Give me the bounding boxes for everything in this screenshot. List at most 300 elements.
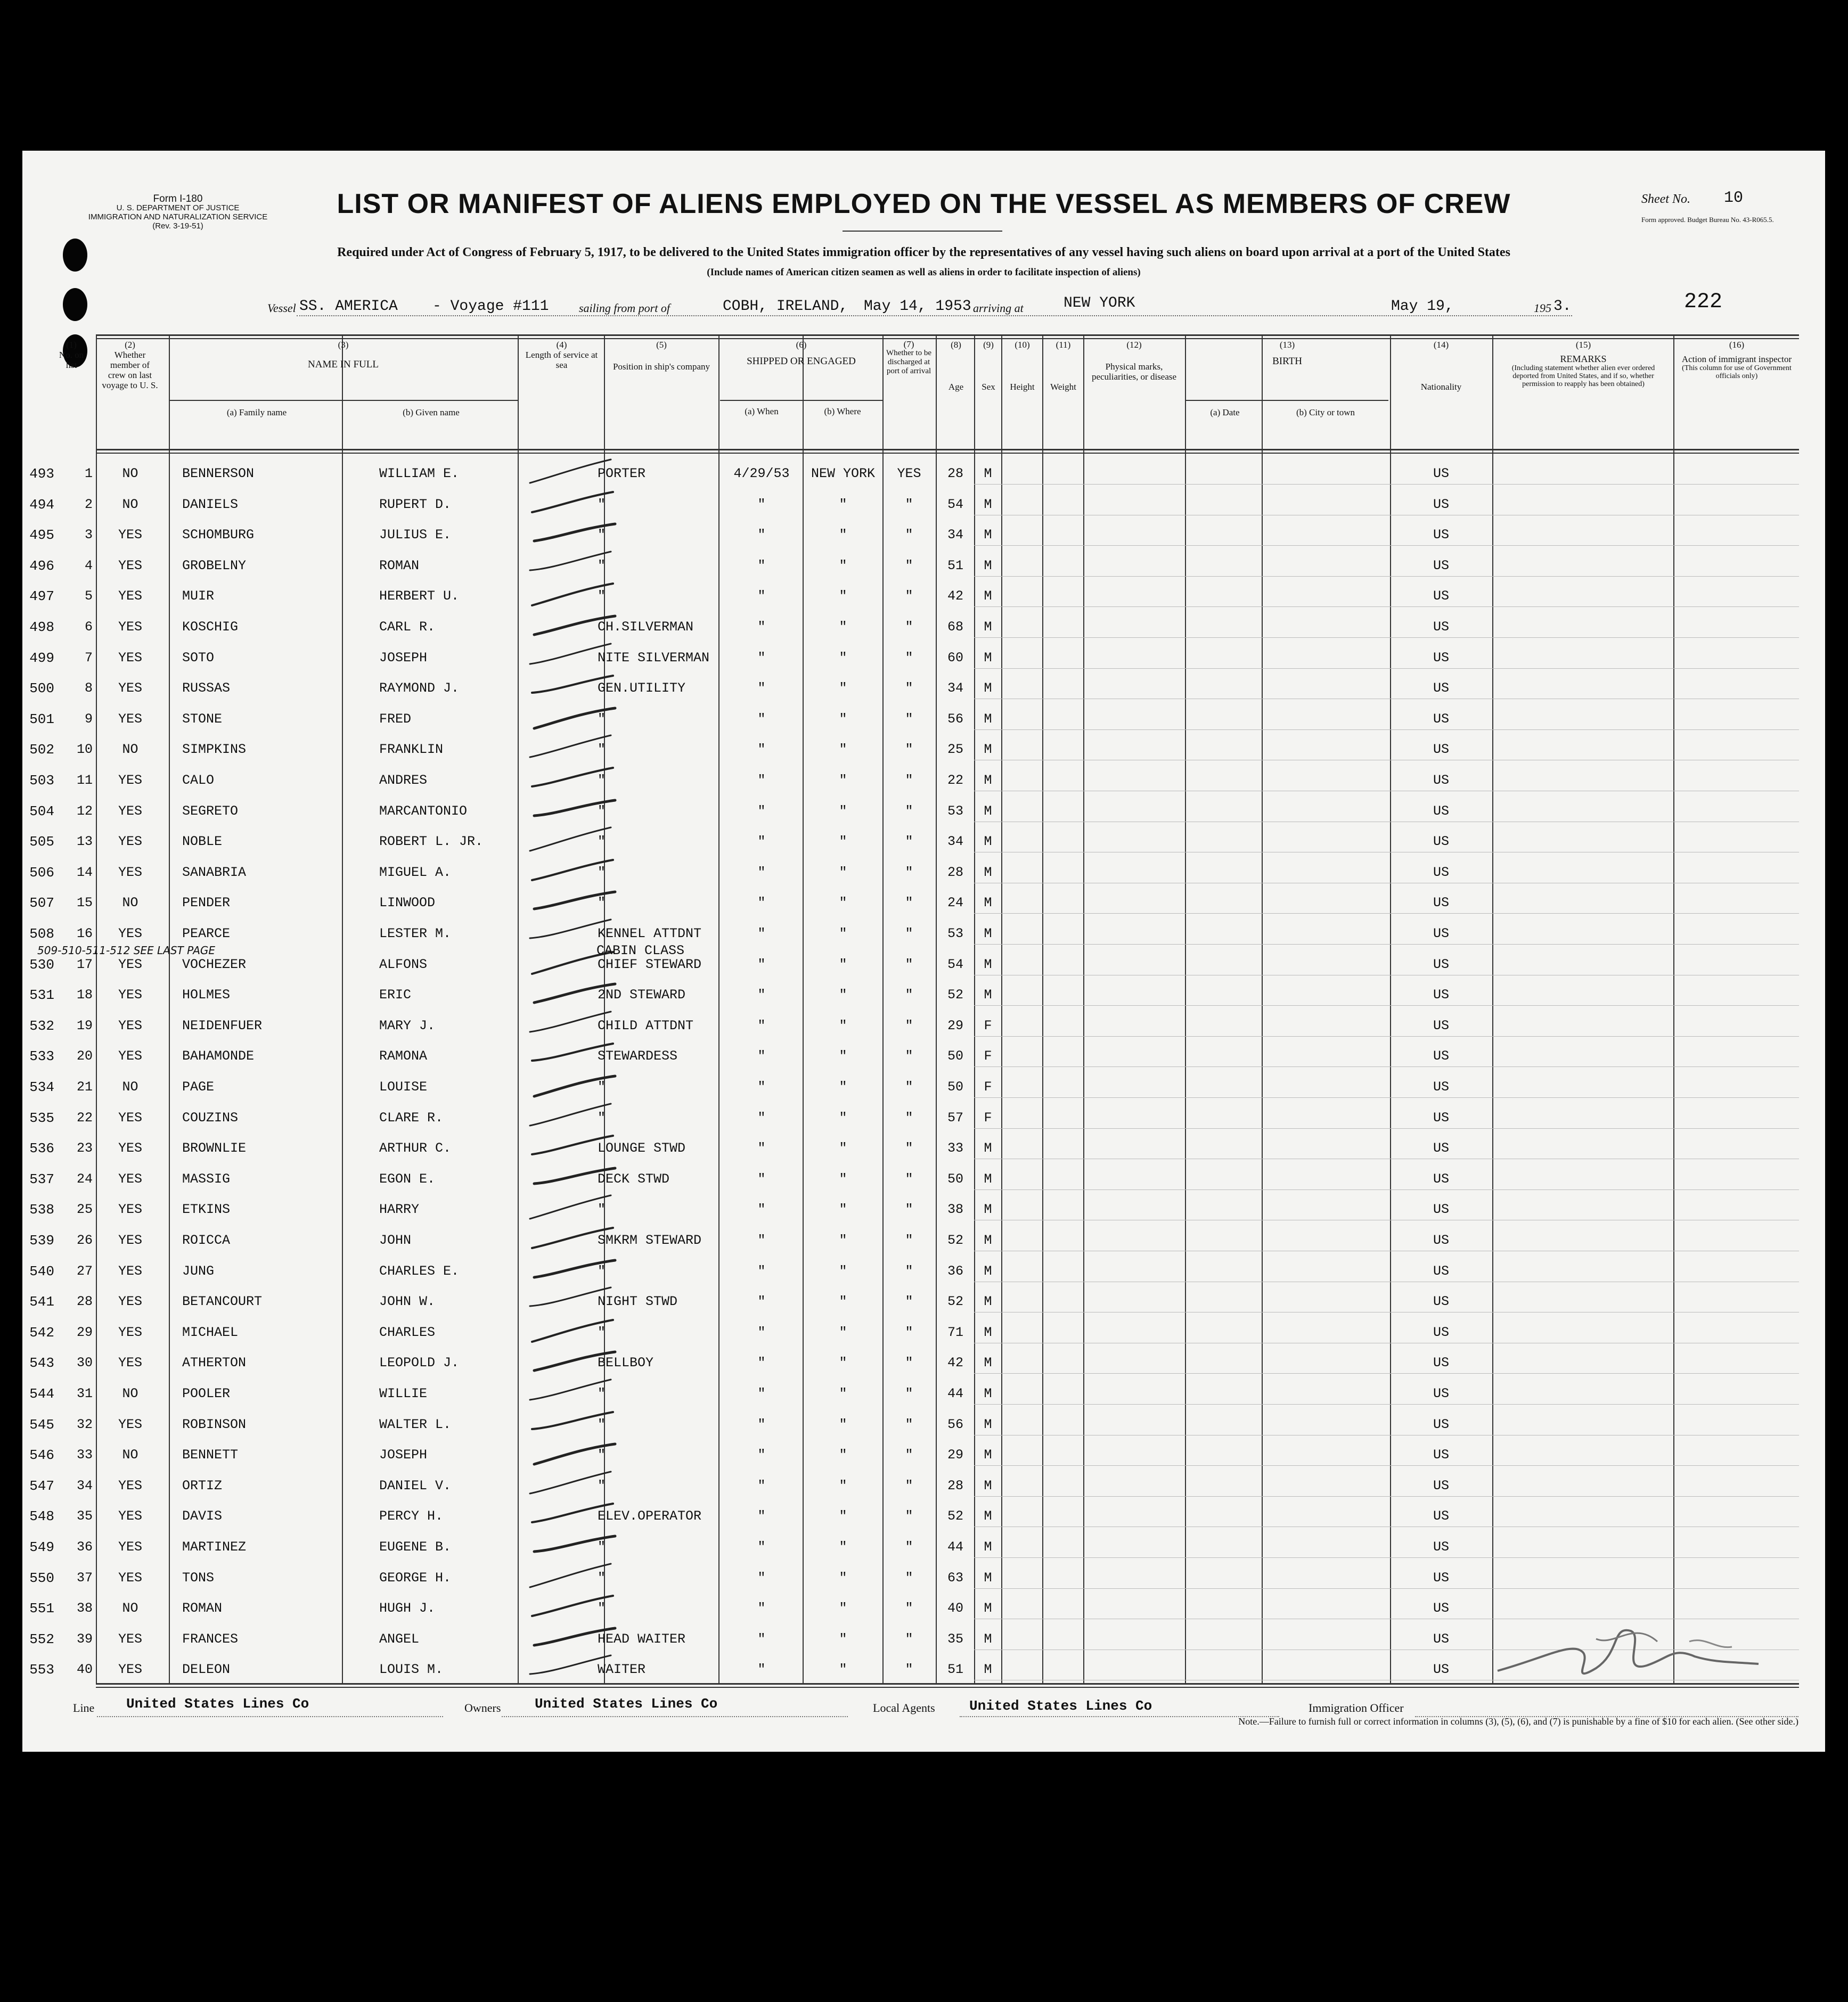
discharged: ": [905, 1171, 913, 1187]
position: HEAD WAITER: [598, 1631, 686, 1647]
position: ": [598, 773, 606, 788]
shipped-where: ": [839, 957, 847, 972]
nationality: US: [1433, 1018, 1449, 1033]
row-seq: 496: [29, 558, 54, 574]
voyage-underline: [297, 315, 1572, 316]
family-name: BENNETT: [182, 1447, 239, 1463]
see-last-page-note: 509-510-511-512 SEE LAST PAGE: [37, 944, 216, 957]
service-length-mark: [528, 855, 624, 887]
age: 44: [947, 1386, 963, 1401]
row-seq: 505: [29, 834, 54, 850]
discharged: ": [905, 1263, 913, 1279]
sex: M: [984, 527, 992, 543]
sex: M: [984, 1171, 992, 1187]
col12-header: (12) Physical marks, peculiarities, or disease: [1085, 340, 1183, 382]
shipped-where: ": [839, 1233, 847, 1248]
nationality: US: [1433, 1570, 1449, 1586]
family-name: BROWNLIE: [182, 1141, 247, 1156]
prior-voyage: YES: [118, 834, 142, 849]
family-name: SIMPKINS: [182, 742, 247, 757]
prior-voyage: YES: [118, 527, 142, 543]
shipped-where: ": [839, 497, 847, 512]
shipped-when: ": [757, 680, 766, 696]
arriving-label: arriving at: [973, 301, 1024, 315]
nationality: US: [1433, 1294, 1449, 1309]
service-length-mark: [526, 1561, 622, 1593]
sex: M: [984, 1539, 992, 1555]
row-number: 9: [84, 711, 93, 727]
row-number: 34: [76, 1478, 93, 1494]
family-name: SOTO: [182, 650, 215, 666]
table-row: [22, 526, 1825, 547]
owners-value: United States Lines Co: [535, 1696, 718, 1712]
given-name: LOUIS M.: [379, 1662, 444, 1677]
row-guide: [974, 1066, 1799, 1067]
row-seq: 508: [29, 926, 54, 942]
prior-voyage: YES: [118, 1662, 142, 1677]
position: ": [598, 1325, 606, 1340]
shipped-where: NEW YORK: [811, 466, 876, 481]
given-name: HERBERT U.: [379, 588, 460, 604]
discharged: ": [905, 1141, 913, 1156]
row-seq: 542: [29, 1325, 54, 1341]
sex: M: [984, 865, 992, 880]
nationality: US: [1433, 1263, 1449, 1279]
family-name: PAGE: [182, 1079, 215, 1095]
sex: F: [984, 1048, 992, 1064]
sex: M: [984, 680, 992, 696]
given-name: CLARE R.: [379, 1110, 444, 1126]
given-name: LESTER M.: [379, 926, 452, 941]
cabin-class-note: CABIN CLASS: [596, 943, 685, 958]
col6-label: SHIPPED OR ENGAGED: [747, 356, 856, 367]
position: CH.SILVERMAN: [598, 619, 694, 635]
given-name: LINWOOD: [379, 895, 436, 910]
given-name: JOHN W.: [379, 1294, 436, 1309]
discharged: ": [905, 803, 913, 819]
row-guide: [974, 1496, 1799, 1497]
discharged: ": [905, 1110, 913, 1126]
row-seq: 497: [29, 588, 54, 604]
family-name: PEARCE: [182, 926, 231, 941]
age: 29: [947, 1018, 963, 1033]
shipped-when: ": [757, 619, 766, 635]
age: 42: [947, 1355, 963, 1371]
service-length-mark: [530, 885, 626, 917]
row-number: 8: [84, 680, 93, 696]
family-name: COUZINS: [182, 1110, 239, 1126]
row-seq: 530: [29, 957, 54, 973]
shipped-when: 4/29/53: [733, 466, 790, 481]
penalty-note: Note.—Failure to furnish full or correct information in columns (3), (5), (6), and (7) is punishable by a fine of $10 for each alien. (See other side.): [1238, 1716, 1798, 1727]
table-row: [22, 587, 1825, 609]
sex: M: [984, 742, 992, 757]
col6-header: (6) SHIPPED OR ENGAGED: [720, 340, 882, 366]
service-length-mark: [526, 1008, 622, 1040]
shipped-where: ": [839, 1447, 847, 1463]
sex: M: [984, 773, 992, 788]
discharged: ": [905, 1325, 913, 1340]
shipped-where: ": [839, 527, 847, 543]
sex: M: [984, 1202, 992, 1217]
row-seq: 541: [29, 1294, 54, 1310]
nationality: US: [1433, 1079, 1449, 1095]
row-seq: 543: [29, 1355, 54, 1371]
nationality: US: [1433, 1631, 1449, 1647]
shipped-when: ": [757, 926, 766, 941]
shipped-when: ": [757, 497, 766, 512]
given-name: RUPERT D.: [379, 497, 452, 512]
sheet-number-label: Sheet No.: [1641, 192, 1690, 206]
shipped-when: ": [757, 1294, 766, 1309]
nationality: US: [1433, 926, 1449, 941]
shipped-when: ": [757, 1233, 766, 1248]
age: 34: [947, 527, 963, 543]
prior-voyage: NO: [122, 1447, 138, 1463]
position: PORTER: [598, 466, 646, 481]
shipped-where: ": [839, 1386, 847, 1401]
table-row: [22, 833, 1825, 854]
sex: M: [984, 1478, 992, 1494]
nationality: US: [1433, 1202, 1449, 1217]
nationality: US: [1433, 588, 1449, 604]
nationality: US: [1433, 1417, 1449, 1432]
given-name: MARCANTONIO: [379, 803, 468, 819]
shipped-where: ": [839, 1263, 847, 1279]
discharged: ": [905, 1539, 913, 1555]
prior-voyage: YES: [118, 1570, 142, 1586]
row-guide: [974, 606, 1799, 607]
nationality: US: [1433, 773, 1449, 788]
discharged: ": [905, 1018, 913, 1033]
shipped-when: ": [757, 1631, 766, 1647]
table-row: [22, 618, 1825, 639]
discharged: ": [905, 1386, 913, 1401]
given-name: JOHN: [379, 1233, 412, 1248]
age: 28: [947, 865, 963, 880]
sex: F: [984, 1018, 992, 1033]
shipped-where: ": [839, 1141, 847, 1156]
prior-voyage: YES: [118, 558, 142, 573]
document-title: LIST OR MANIFEST OF ALIENS EMPLOYED ON THE VESSEL AS MEMBERS OF CREW: [337, 188, 1511, 219]
discharged: ": [905, 834, 913, 849]
prior-voyage: YES: [118, 650, 142, 666]
shipped-when: ": [757, 1110, 766, 1126]
shipped-where: ": [839, 1202, 847, 1217]
position: LOUNGE STWD: [598, 1141, 686, 1156]
discharged: ": [905, 711, 913, 727]
age: 56: [947, 711, 963, 727]
prior-voyage: YES: [118, 680, 142, 696]
sex: M: [984, 834, 992, 849]
table-row: [22, 1385, 1825, 1406]
shipped-where: ": [839, 1631, 847, 1647]
service-length-mark: [528, 1407, 624, 1439]
shipped-where: ": [839, 742, 847, 757]
family-name: BAHAMONDE: [182, 1048, 255, 1064]
row-seq: 506: [29, 865, 54, 881]
given-name: WALTER L.: [379, 1417, 452, 1432]
row-number: 1: [84, 466, 93, 481]
row-number: 18: [76, 987, 93, 1003]
position: WAITER: [598, 1662, 646, 1677]
page-number: 222: [1684, 290, 1723, 314]
row-guide: [974, 1097, 1799, 1098]
age: 50: [947, 1171, 963, 1187]
position: KENNEL ATTDNT: [598, 926, 702, 941]
col14-label: Nationality: [1420, 382, 1462, 392]
given-name: CARL R.: [379, 619, 436, 635]
nationality: US: [1433, 497, 1449, 512]
shipped-when: ": [757, 773, 766, 788]
service-length-mark: [530, 1438, 626, 1470]
row-number: 32: [76, 1417, 93, 1432]
row-number: 35: [76, 1508, 93, 1524]
position: NITE SILVERMAN: [598, 650, 710, 666]
sex: M: [984, 1233, 992, 1248]
table-row: [22, 679, 1825, 701]
shipped-where: ": [839, 1508, 847, 1524]
age: 60: [947, 650, 963, 666]
nationality: US: [1433, 957, 1449, 972]
row-guide: [974, 545, 1799, 546]
col8-header: (8) Age: [937, 340, 975, 392]
vessel-label: Vessel: [267, 301, 296, 315]
budget-approval: Form approved. Budget Bureau No. 43-R065.5.: [1641, 216, 1774, 224]
table-row: [22, 1047, 1825, 1069]
row-guide: [974, 944, 1799, 945]
col16-sub: (This column for use of Government officials only): [1682, 364, 1792, 380]
row-guide: [974, 1189, 1799, 1190]
nationality: US: [1433, 711, 1449, 727]
prior-voyage: YES: [118, 926, 142, 941]
age: 51: [947, 1662, 963, 1677]
row-seq: 551: [29, 1601, 54, 1617]
row-number: 24: [76, 1171, 93, 1187]
nationality: US: [1433, 1662, 1449, 1677]
agents-value: United States Lines Co: [969, 1698, 1152, 1714]
service-length-mark: [530, 1345, 626, 1377]
row-seq: 507: [29, 895, 54, 911]
table-row: [22, 465, 1825, 486]
shipped-when: ": [757, 1447, 766, 1463]
row-seq: 502: [29, 742, 54, 758]
shipped-where: ": [839, 558, 847, 573]
shipped-where: ": [839, 1539, 847, 1555]
age: 52: [947, 1294, 963, 1309]
row-number: 21: [76, 1079, 93, 1095]
family-name: BETANCOURT: [182, 1294, 263, 1309]
row-number: 5: [84, 588, 93, 604]
table-row: [22, 802, 1825, 824]
service-length-mark: [526, 1101, 622, 1133]
col1-label: No. on list: [59, 350, 84, 370]
row-seq: 535: [29, 1110, 54, 1126]
row-number: 19: [76, 1018, 93, 1033]
arrival-date: May 19,: [1391, 298, 1454, 315]
row-number: 38: [76, 1601, 93, 1616]
given-name: ANGEL: [379, 1631, 420, 1647]
discharged: ": [905, 650, 913, 666]
sex: M: [984, 1355, 992, 1371]
row-seq: 495: [29, 527, 54, 543]
sex: M: [984, 1417, 992, 1432]
given-name: EUGENE B.: [379, 1539, 452, 1555]
row-seq: 536: [29, 1141, 54, 1156]
given-name: EGON E.: [379, 1171, 436, 1187]
service-length-mark: [528, 1315, 624, 1347]
col9-header: (9) Sex: [976, 340, 1001, 392]
prior-voyage: YES: [118, 1141, 142, 1156]
family-name: GROBELNY: [182, 558, 247, 573]
shipped-where: ": [839, 650, 847, 666]
family-name: JUNG: [182, 1263, 215, 1279]
nationality: US: [1433, 619, 1449, 635]
service-length-mark: [528, 671, 624, 703]
col7-label: Whether to be discharged at port of arrival: [886, 349, 931, 375]
discharged: ": [905, 558, 913, 573]
col3a-header: (a) Family name: [226, 407, 287, 417]
age: 52: [947, 1233, 963, 1248]
age: 56: [947, 1417, 963, 1432]
row-number: 25: [76, 1202, 93, 1217]
position: ": [598, 558, 606, 573]
shipped-where: ": [839, 1601, 847, 1616]
row-seq: 545: [29, 1417, 54, 1433]
form-department: U. S. DEPARTMENT OF JUSTICE: [116, 203, 240, 212]
form-number: Form I-180: [153, 193, 203, 204]
given-name: ROBERT L. JR.: [379, 834, 484, 849]
table-row: [22, 649, 1825, 670]
discharged: ": [905, 742, 913, 757]
position: ": [598, 1263, 606, 1279]
manifest-sheet: [22, 151, 1825, 1752]
table-row: [22, 956, 1825, 977]
prior-voyage: YES: [118, 1263, 142, 1279]
row-guide: [974, 576, 1799, 577]
given-name: CHARLES E.: [379, 1263, 460, 1279]
service-length-mark: [528, 1591, 624, 1623]
given-name: DANIEL V.: [379, 1478, 452, 1494]
position: ": [598, 895, 606, 910]
prior-voyage: YES: [118, 1202, 142, 1217]
col5-header: (5) Position in ship's company: [606, 340, 717, 372]
row-seq: 544: [29, 1386, 54, 1402]
age: 24: [947, 895, 963, 910]
family-name: SCHOMBURG: [182, 527, 255, 543]
given-name: JOSEPH: [379, 1447, 428, 1463]
row-guide: [974, 484, 1799, 485]
sex: M: [984, 1294, 992, 1309]
position: ": [598, 834, 606, 849]
family-name: DANIELS: [182, 497, 239, 512]
table-row: [22, 986, 1825, 1007]
discharged: ": [905, 865, 913, 880]
shipped-when: ": [757, 803, 766, 819]
table-row: [22, 1139, 1825, 1161]
position: ": [598, 1539, 606, 1555]
voyage-line: [22, 297, 1825, 318]
nationality: US: [1433, 466, 1449, 481]
shipped-when: ": [757, 1478, 766, 1494]
row-guide: [974, 1128, 1799, 1129]
family-name: ROICCA: [182, 1233, 231, 1248]
shipped-where: ": [839, 895, 847, 910]
discharged: ": [905, 1508, 913, 1524]
position: BELLBOY: [598, 1355, 654, 1371]
family-name: KOSCHIG: [182, 619, 239, 635]
shipped-where: ": [839, 1417, 847, 1432]
service-length-mark: [526, 641, 622, 672]
shipped-when: ": [757, 987, 766, 1003]
col6b-header: (b) Where: [824, 406, 861, 416]
prior-voyage: YES: [118, 1171, 142, 1187]
given-name: PERCY H.: [379, 1508, 444, 1524]
position: ": [598, 1570, 606, 1586]
col4-label: Length of service at sea: [525, 350, 598, 370]
discharged: ": [905, 1202, 913, 1217]
prior-voyage: YES: [118, 588, 142, 604]
row-number: 39: [76, 1631, 93, 1647]
age: 68: [947, 619, 963, 635]
prior-voyage: YES: [118, 1233, 142, 1248]
table-row: [22, 1354, 1825, 1375]
age: 28: [947, 466, 963, 481]
nationality: US: [1433, 1171, 1449, 1187]
vessel-name: SS. AMERICA: [299, 298, 398, 315]
discharged: ": [905, 957, 913, 972]
shipped-when: ": [757, 1386, 766, 1401]
shipped-when: ": [757, 1079, 766, 1095]
family-name: MASSIG: [182, 1171, 231, 1187]
col6a-header: (a) When: [745, 406, 779, 416]
discharged: ": [905, 680, 913, 696]
row-guide: [974, 729, 1799, 730]
prior-voyage: YES: [118, 1631, 142, 1647]
service-length-mark: [528, 579, 624, 611]
given-name: HARRY: [379, 1202, 420, 1217]
prior-voyage: NO: [122, 466, 138, 481]
sex: M: [984, 558, 992, 573]
age: 40: [947, 1601, 963, 1616]
col10-header: (10) Height: [1002, 340, 1042, 392]
sex: M: [984, 650, 992, 666]
shipped-when: ": [757, 1570, 766, 1586]
shipped-when: ": [757, 558, 766, 573]
prior-voyage: YES: [118, 773, 142, 788]
discharged: ": [905, 1570, 913, 1586]
shipped-when: ": [757, 527, 766, 543]
family-name: POOLER: [182, 1386, 231, 1401]
col14-header: (14) Nationality: [1391, 340, 1491, 392]
row-number: 14: [76, 865, 93, 880]
prior-voyage: NO: [122, 1601, 138, 1616]
line-value: United States Lines Co: [126, 1696, 309, 1712]
shipped-where: ": [839, 1048, 847, 1064]
sex: M: [984, 987, 992, 1003]
shipped-when: ": [757, 895, 766, 910]
row-number: 27: [76, 1263, 93, 1279]
nationality: US: [1433, 834, 1449, 849]
shipped-where: ": [839, 711, 847, 727]
position: ": [598, 742, 606, 757]
row-number: 13: [76, 834, 93, 849]
shipped-where: ": [839, 1171, 847, 1187]
discharged: ": [905, 1355, 913, 1371]
col3-header: (3) NAME IN FULL: [169, 340, 518, 370]
row-number: 36: [76, 1539, 93, 1555]
family-name: ROBINSON: [182, 1417, 247, 1432]
